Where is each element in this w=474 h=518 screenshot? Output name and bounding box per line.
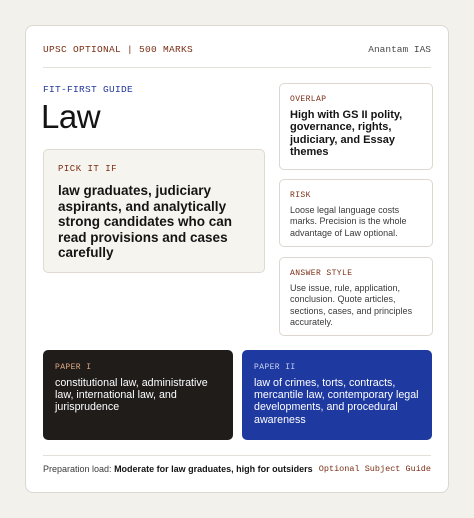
answer-style-text: Use issue, rule, application, conclusion. Quote articles, sections, cases, and principles accurately. (290, 283, 413, 327)
paper-2-label: PAPER II (254, 363, 296, 372)
preparation-load-label: Preparation load: (43, 464, 112, 474)
answer-style-label: ANSWER STYLE (290, 269, 353, 278)
paper-1-label: PAPER I (55, 363, 92, 372)
risk-panel (279, 179, 433, 247)
page-title: Law (41, 98, 101, 135)
preparation-load (43, 464, 313, 474)
header-subject: UPSC OPTIONAL | 500 MARKS (43, 44, 194, 55)
paper-1-panel (43, 350, 233, 440)
risk-label: RISK (290, 191, 311, 200)
paper-1-text: constitutional law, administrative law, international law, and jurisprudence (55, 377, 208, 414)
guide-label: FIT-FIRST GUIDE (43, 84, 134, 95)
overlap-label: OVERLAP (290, 95, 327, 104)
overlap-panel (279, 83, 433, 170)
overlap-text: High with GS II polity, governance, rights, judiciary, and Essay themes (290, 109, 403, 158)
pick-label: PICK IT IF (58, 164, 118, 174)
pick-it-if-panel (43, 149, 265, 273)
preparation-load-value: Moderate for law graduates, high for outsiders (114, 464, 313, 474)
footer-divider (43, 455, 431, 456)
guide-card (25, 25, 449, 493)
header-divider (43, 67, 431, 68)
risk-text: Loose legal language costs marks. Precision is the whole advantage of Law optional. (290, 205, 407, 238)
footer-guide-name: Optional Subject Guide (318, 464, 431, 474)
pick-text: law graduates, judiciary aspirants, and analytically strong candidates who can read provisions and cases carefully (58, 183, 233, 260)
answer-style-panel (279, 257, 433, 336)
header-brand: Anantam IAS (368, 44, 431, 55)
paper-2-panel (242, 350, 432, 440)
paper-2-text: law of crimes, torts, contracts, mercantile law, contemporary legal developments, and procedural awareness (254, 377, 419, 426)
